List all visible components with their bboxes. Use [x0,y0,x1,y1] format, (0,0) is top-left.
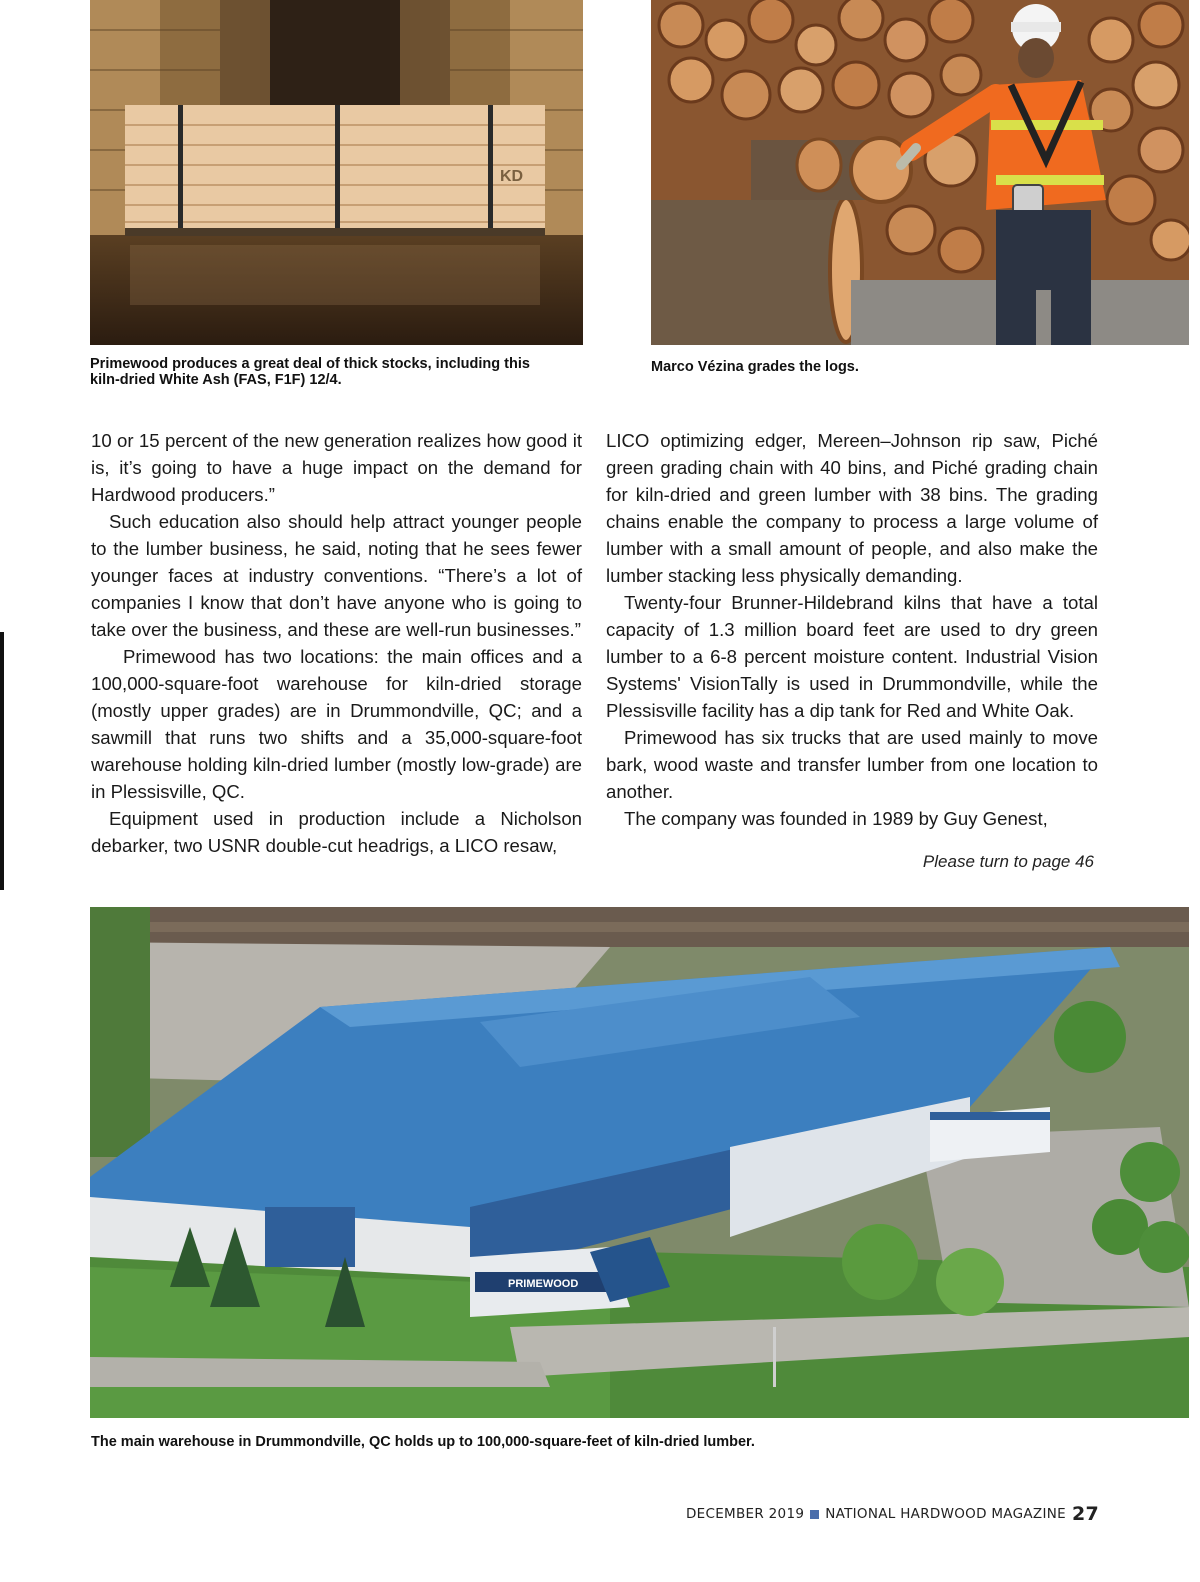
continue-note: Please turn to page 46 [922,852,1094,871]
paragraph: Such education also should help attract younger people to the lumber business, he said, noting that he sees fewer younger faces at industry conventions. “There’s a lot of companies I know that don’t have anyone who is going to take over the business, and these are well-run businesses.” [91,511,582,640]
article-column-left [91,427,582,859]
photo-caption-warehouse: The main warehouse in Drummondville, QC holds up to 100,000-square-feet of kiln-dried lumber. [91,1434,755,1450]
footer-magazine-name: NATIONAL HARDWOOD MAGAZINE [825,1506,1066,1522]
caption-line-1: Primewood produces a great deal of thick stocks, including this [90,356,530,372]
article-column-right [606,427,1098,832]
paragraph: Equipment used in production include a Nicholson debarker, two USNR double-cut headrigs, a LICO resaw, [91,808,582,856]
kd-stamp: KD [500,168,524,185]
photo-caption-lumber [90,356,590,388]
paragraph: The company was founded in 1989 by Guy Genest, [624,808,1048,829]
aerial-warehouse-photo [90,907,1189,1418]
margin-rule [0,632,4,890]
paragraph: 10 or 15 percent of the new generation realizes how good it is, it’s going to have a huge impact on the demand for Hardwood producers.” [91,430,582,505]
paragraph: Primewood has six trucks that are used mainly to move bark, wood waste and transfer lumber from one location to another. [606,727,1098,802]
caption-line-2: kiln-dried White Ash (FAS, F1F) 12/4. [90,372,342,388]
photo-caption-logs: Marco Vézina grades the logs. [651,359,859,375]
page-number: 27 [1071,1503,1099,1525]
lumber-warehouse-photo [90,0,583,345]
paragraph: Primewood has two locations: the main offices and a 100,000-square-foot warehouse for kiln-dried storage (mostly upper grades) are in Drummondville, QC; and a sawmill that runs two shifts and a 35,000-square-foot warehouse holding kiln-dried lumber (mostly low-grade) are in Plessisville, QC. [91,646,582,802]
paragraph: Twenty-four Brunner-Hildebrand kilns that have a total capacity of 1.3 million board feet are used to dry green lumber to a 6-8 percent moisture content. Industrial Vision Systems' VisionTally is used in Drummondville, while the Plessisville facility has a dip tank for Red and White Oak. [606,592,1098,721]
building-signage: PRIMEWOOD [508,1278,579,1290]
footer-issue-date: DECEMBER 2019 [685,1506,805,1522]
paragraph: LICO optimizing edger, Mereen–Johnson rip saw, Piché green grading chain with 40 bins, and Piché grading chain for kiln-dried and green lumber with 38 bins. The grading chains enable the company to process a large volume of lumber with a small amount of people, and also make the lumber stacking less physically demanding. [606,430,1098,586]
page-footer [686,1503,1099,1525]
square-bullet-icon [810,1510,819,1519]
log-grading-photo [651,0,1189,345]
